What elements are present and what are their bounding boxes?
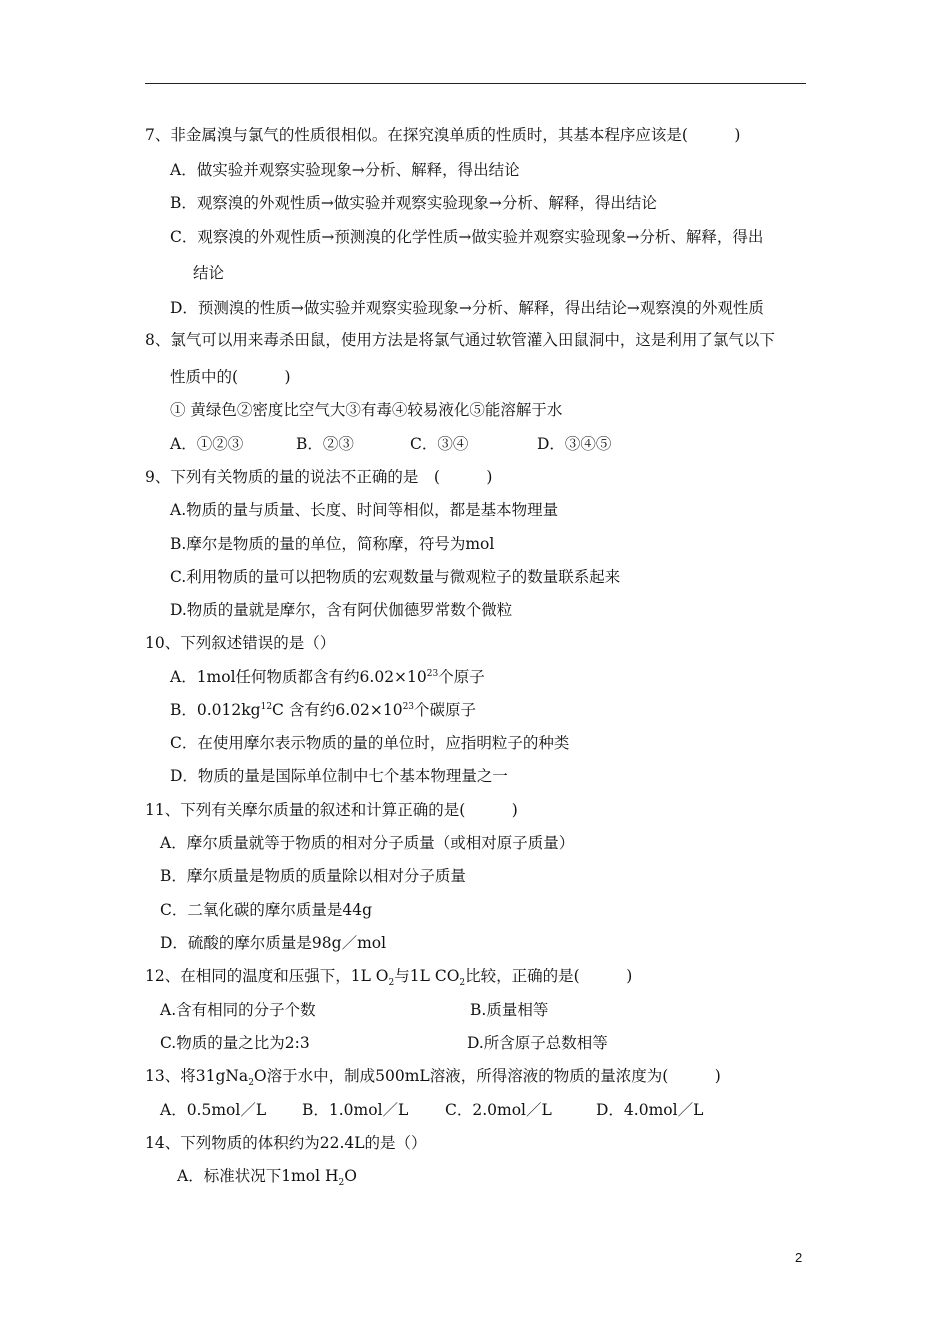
q12-option-c: C.物质的量之比为2:3: [160, 1034, 310, 1052]
q13-option-c: C．2.0mol／L: [445, 1101, 552, 1119]
q8-stem-cont: 性质中的( ): [170, 368, 291, 386]
q14-stem: 14、下列物质的体积约为22.4L的是（）: [145, 1134, 427, 1152]
q11-option-b: B．摩尔质量是物质的质量除以相对分子质量: [160, 867, 466, 885]
q8-option-a: A．①②③: [170, 435, 244, 453]
q12-option-b: B.质量相等: [470, 1001, 549, 1019]
q8-option-d: D．③④⑤: [537, 435, 612, 453]
q7-option-a: A．做实验并观察实验现象→分析、解释，得出结论: [170, 161, 520, 179]
q9-option-c: C.利用物质的量可以把物质的宏观数量与微观粒子的数量联系起来: [170, 568, 621, 586]
q10-option-a: A．1mol任何物质都含有约$6.02\times 10^{23}$个原子: [170, 668, 485, 686]
q10-option-c: C．在使用摩尔表示物质的量的单位时，应指明粒子的种类: [170, 734, 570, 752]
q11-option-c: C．二氧化碳的摩尔质量是44g: [160, 901, 373, 919]
q13-option-a: A．0.5mol／L: [160, 1101, 267, 1119]
q11-stem: 11、下列有关摩尔质量的叙述和计算正确的是( ): [145, 801, 518, 819]
q8-option-b: B．②③: [296, 435, 354, 453]
q14-option-a: A．标准状况下1mol $H_2O$: [177, 1167, 357, 1189]
q7-stem: 7、非金属溴与氯气的性质很相似。在探究溴单质的性质时，其基本程序应该是( ): [145, 126, 741, 144]
q9-option-d: D.物质的量就是摩尔，含有阿伏伽德罗常数个微粒: [170, 601, 513, 619]
q9-option-a: A.物质的量与质量、长度、时间等相似，都是基本物理量: [170, 501, 559, 519]
q10-option-b: B．$0.012kg^{12}C$ 含有约$6.02\times 10^{23}$个碳原子: [170, 701, 477, 719]
q8-stem: 8、氯气可以用来毒杀田鼠，使用方法是将氯气通过软管灌入田鼠洞中，这是利用了氯气以下: [145, 331, 775, 349]
q12-option-d: D.所含原子总数相等: [467, 1034, 608, 1052]
q12-stem: 12、在相同的温度和压强下，1L $O_2$与1L $CO_2$比较，正确的是( ): [145, 967, 633, 989]
q11-option-a: A．摩尔质量就等于物质的相对分子质量（或相对原子质量）: [160, 834, 575, 852]
q7-option-c-cont: 结论: [193, 264, 225, 282]
q10-stem: 10、下列叙述错误的是（）: [145, 634, 336, 652]
q7-option-b: B．观察溴的外观性质→做实验并观察实验现象→分析、解释，得出结论: [170, 194, 657, 212]
q13-option-d: D．4.0mol／L: [596, 1101, 704, 1119]
q7-option-c: C．观察溴的外观性质→预测溴的化学性质→做实验并观察实验现象→分析、解释，得出: [170, 228, 764, 246]
header-rule: [145, 83, 806, 84]
q10-option-d: D．物质的量是国际单位制中七个基本物理量之一: [170, 767, 508, 785]
q13-stem: 13、将31gNa$_2$O溶于水中，制成500mL溶液，所得溶液的物质的量浓度为( ): [145, 1067, 721, 1089]
q9-option-b: B.摩尔是物质的量的单位，简称摩，符号为mol: [170, 535, 495, 553]
q8-properties: ① 黄绿色②密度比空气大③有毒④较易液化⑤能溶解于水: [170, 401, 563, 419]
page-number: 2: [795, 1250, 803, 1265]
q8-option-c: C．③④: [410, 435, 469, 453]
q12-option-a: A.含有相同的分子个数: [160, 1001, 316, 1019]
q11-option-d: D．硫酸的摩尔质量是98g／mol: [160, 934, 387, 952]
q7-option-d: D．预测溴的性质→做实验并观察实验现象→分析、解释，得出结论→观察溴的外观性质: [170, 299, 764, 317]
q9-stem: 9、下列有关物质的量的说法不正确的是 ( ): [145, 468, 493, 486]
q13-option-b: B．1.0mol／L: [302, 1101, 409, 1119]
